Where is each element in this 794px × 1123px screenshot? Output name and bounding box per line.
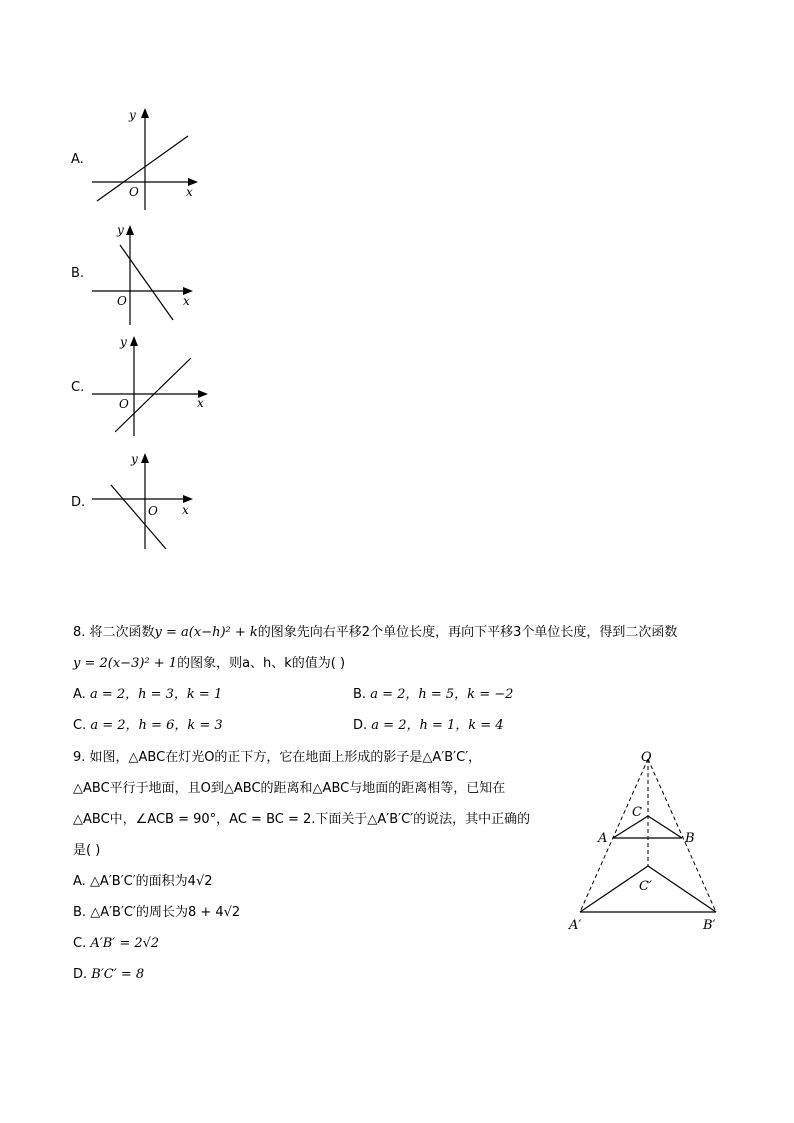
segment-bc	[648, 816, 682, 838]
graph-option-d	[85, 445, 215, 555]
q9-option-a-letter: A.	[73, 874, 86, 889]
x-label: x	[182, 503, 189, 517]
y-axis-arrow	[141, 453, 149, 463]
y-axis-arrow	[141, 108, 149, 118]
origin-label: O	[129, 185, 139, 199]
y-label: y	[131, 452, 138, 466]
q8-option-a-letter: A.	[73, 687, 86, 702]
q8-line2-formula: y = 2(x−3)² + 1	[73, 656, 178, 671]
origin-label: O	[148, 504, 158, 518]
q9-line3: △ABC中，∠ACB = 90°，AC = BC = 2.下面关于△A′B′C′的说法，其中正确的	[73, 812, 531, 827]
q8-line2-post: 的图象，则a、h、k的值为( )	[177, 656, 346, 671]
q8-option-c	[73, 718, 223, 734]
q8-line1-formula: y = a(x−h)² + k	[154, 625, 258, 640]
q9-option-b-text: △A′B′C′的周长为8 + 4√2	[90, 905, 241, 920]
x-label: x	[186, 185, 193, 199]
q9-option-c-letter: C.	[73, 936, 87, 951]
graph-option-a	[85, 100, 215, 215]
graph-a-svg	[85, 100, 215, 215]
q9-figure	[560, 748, 740, 938]
q9-option-b	[73, 905, 240, 921]
function-line	[97, 136, 188, 201]
label-a1: A′	[569, 918, 582, 933]
graph-b-svg	[85, 215, 215, 330]
segment-ac	[613, 816, 648, 838]
q9-option-d-text: B′C′ = 8	[91, 967, 145, 982]
option-b-letter: B.	[71, 266, 85, 281]
y-label: y	[117, 223, 124, 237]
q8-option-b-text: a = 2，h = 5，k = −2	[370, 687, 514, 702]
q8-option-c-letter: C.	[73, 718, 87, 733]
label-a: A	[598, 831, 608, 846]
y-label: y	[129, 108, 136, 122]
origin-label: O	[119, 397, 129, 411]
q9-option-c	[73, 936, 159, 952]
q8-option-d-text: a = 2，h = 1，k = 4	[371, 718, 504, 733]
x-axis-arrow	[183, 495, 193, 503]
q8-option-d-letter: D.	[353, 718, 368, 733]
label-c: C	[632, 805, 642, 820]
q8-option-d	[353, 718, 504, 734]
option-a-letter: A.	[71, 152, 84, 167]
graph-d-svg	[85, 445, 215, 555]
q8-option-a-text: a = 2，h = 3，k = 1	[89, 687, 223, 702]
origin-label: O	[117, 294, 127, 308]
function-line	[115, 358, 191, 432]
function-line	[120, 245, 173, 320]
y-label: y	[120, 335, 127, 349]
q8-option-b	[353, 687, 513, 703]
x-label: x	[183, 294, 190, 308]
q9-figure-svg	[560, 748, 740, 938]
graph-option-b	[85, 215, 215, 330]
q8-line1	[73, 625, 677, 641]
x-label: x	[197, 396, 204, 410]
option-c-letter: C.	[71, 380, 85, 395]
label-c1: C′	[639, 879, 652, 894]
q9-option-a-text: △A′B′C′的面积为4√2	[89, 874, 213, 889]
q9-option-b-letter: B.	[73, 905, 87, 920]
q8-line1-pre: 8. 将二次函数	[73, 625, 155, 640]
q8-option-b-letter: B.	[353, 687, 367, 702]
graph-c-svg	[85, 328, 220, 443]
label-o: O	[641, 750, 652, 765]
q8-line1-post: 的图象先向右平移2个单位长度，再向下平移3个单位长度，得到二次函数	[257, 625, 678, 640]
q8-line2	[73, 656, 345, 672]
graph-option-c	[85, 328, 220, 443]
q8-option-c-text: a = 2，h = 6，k = 3	[90, 718, 223, 733]
q9-option-a	[73, 874, 213, 890]
q9-line2: △ABC平行于地面，且O到△ABC的距离和△ABC与地面的距离相等，已知在	[73, 781, 506, 796]
q9-line4: 是( )	[73, 843, 101, 858]
q9-line1: 9. 如图，△ABC在灯光O的正下方，它在地面上形成的影子是△A′B′C′，	[73, 750, 482, 765]
y-axis-arrow	[130, 336, 138, 346]
q9-option-c-text: A′B′ = 2√2	[90, 936, 160, 951]
label-b: B	[685, 831, 695, 846]
option-d-letter: D.	[71, 495, 86, 510]
y-axis-arrow	[126, 225, 134, 235]
q8-option-a	[73, 687, 222, 703]
q9-option-d	[73, 967, 144, 983]
label-b1: B′	[703, 918, 716, 933]
q9-option-d-letter: D.	[73, 967, 88, 982]
